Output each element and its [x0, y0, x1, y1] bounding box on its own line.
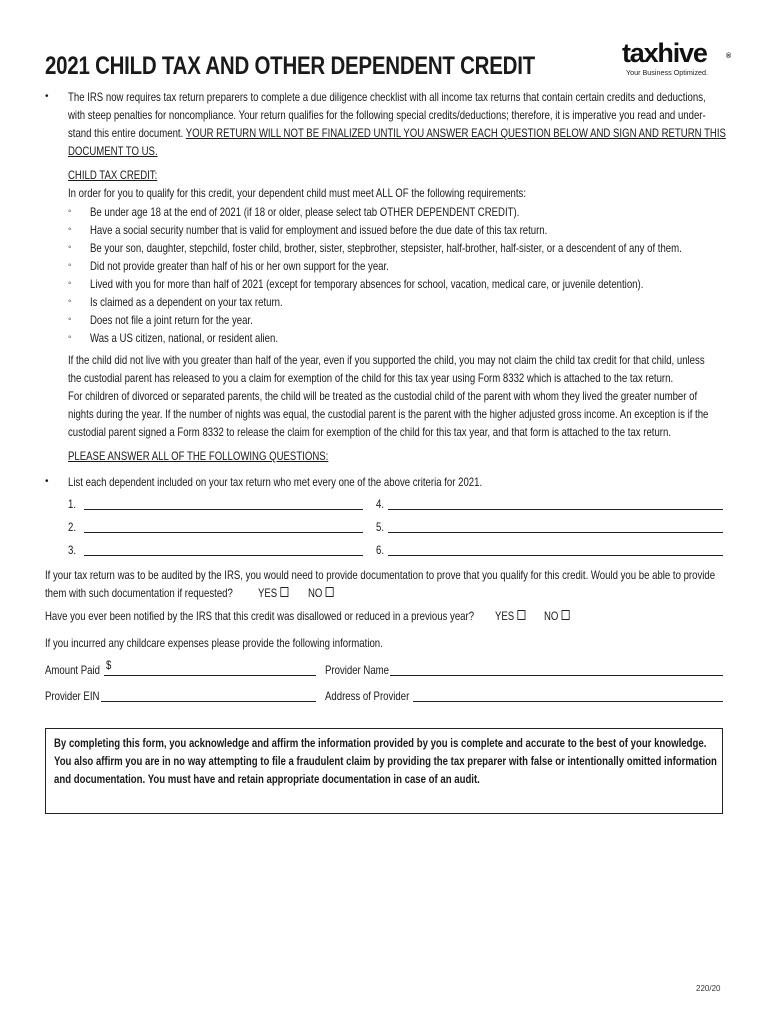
disallowed-no-checkbox[interactable] [562, 610, 570, 620]
circle-bullet: ◦ [68, 206, 72, 217]
requirement-relationship: Be your son, daughter, stepchild, foster child, brother, sister, stepbrother, stepsister, half-brother, half-sister, or a descendent of any of them. [90, 241, 682, 255]
acknowledgement-box [45, 728, 723, 814]
dependent-number-2: 2. [68, 520, 77, 534]
child-tax-credit-heading: CHILD TAX CREDIT: [68, 168, 158, 182]
provider-ein-label: Provider EIN [45, 689, 100, 703]
taxhive-logo [622, 40, 728, 77]
questions-heading: PLEASE ANSWER ALL OF THE FOLLOWING QUESTIONS: [68, 449, 329, 463]
acknowledgement-line-3: and documentation. You must have and retain appropriate documentation in case of an audit. [54, 772, 480, 786]
audit-yes-option[interactable]: YES [258, 584, 288, 602]
requirement-dependent: Is claimed as a dependent on your tax return. [90, 295, 283, 309]
dependent-field-5[interactable] [388, 532, 723, 533]
custody-para-line-2: the custodial parent has released to you a claim for exemption of the child for this tax year using Form 8332 which is attached to the tax return. [68, 371, 674, 385]
audit-no-option[interactable]: NO [308, 584, 334, 602]
acknowledgement-line-1: By completing this form, you acknowledge and affirm the information provided by you is complete and accurate to the best of your knowledge. [54, 736, 707, 750]
audit-question-line-2: them with such documentation if requested? [45, 586, 233, 600]
divorce-para-line-1: For children of divorced or separated parents, the child will be treated as the custodial child of the parent with whom they lived the greater number of [68, 389, 698, 403]
page-code: 220/20 [696, 984, 721, 993]
circle-bullet: ◦ [68, 314, 72, 325]
audit-question-line-1: If your tax return was to be audited by the IRS, you would need to provide documentation to prove that you qualify for this credit. Would you be able to provide [45, 568, 716, 582]
page-title: 2021 CHILD TAX AND OTHER DEPENDENT CREDIT [45, 52, 535, 80]
amount-paid-label: Amount Paid [45, 663, 100, 677]
dependent-number-3: 3. [68, 543, 77, 557]
requirements-lead: In order for you to qualify for this credit, your dependent child must meet ALL OF the following requirements: [68, 186, 527, 200]
requirement-citizenship: Was a US citizen, national, or resident alien. [90, 331, 279, 345]
circle-bullet: ◦ [68, 260, 72, 271]
disallowed-yes-option[interactable]: YES [495, 607, 525, 625]
divorce-para-line-2: nights during the year. If the number of nights was equal, the custodial parent is the parent with the higher adjusted gross income. An exception is if the [68, 407, 709, 421]
requirement-residency: Lived with you for more than half of 2021 (except for temporary absences for school, vacation, medical care, or juvenile detention). [90, 277, 644, 291]
dependent-field-4[interactable] [388, 509, 723, 510]
provider-ein-field[interactable] [101, 701, 316, 702]
dependent-number-6: 6. [376, 543, 385, 557]
disallowed-question: Have you ever been notified by the IRS that this credit was disallowed or reduced in a previous year? [45, 609, 475, 623]
dependent-field-3[interactable] [84, 555, 363, 556]
circle-bullet: ◦ [68, 224, 72, 235]
provider-address-label: Address of Provider [325, 689, 410, 703]
divorce-para-line-3: custodial parent signed a Form 8332 to release the claim for exemption of the child for this tax year, and that form is attached to the tax return. [68, 425, 671, 439]
requirement-ssn: Have a social security number that is valid for employment and issued before the due date of this tax return. [90, 223, 548, 237]
circle-bullet: ◦ [68, 242, 72, 253]
provider-address-field[interactable] [413, 701, 723, 702]
intro-line-3: stand this entire document. YOUR RETURN WILL NOT BE FINALIZED UNTIL YOU ANSWER EACH QUESTION BELOW AND SIGN AND RETURN THIS [68, 126, 726, 140]
intro-line-1: The IRS now requires tax return preparers to complete a due diligence checklist with all income tax returns that contain certain credits and deductions, [68, 90, 706, 104]
dependents-prompt: List each dependent included on your tax return who met every one of the above criteria for 2021. [68, 475, 483, 489]
intro-line-2: with steep penalties for noncompliance. Your return qualifies for the following special credits/deductions; therefore, it is imperative you read and under- [68, 108, 706, 122]
audit-no-checkbox[interactable] [326, 587, 334, 597]
disallowed-no-option[interactable]: NO [544, 607, 570, 625]
provider-name-field[interactable] [390, 675, 723, 676]
dependent-number-1: 1. [68, 497, 77, 511]
dependent-field-2[interactable] [84, 532, 363, 533]
bullet: • [45, 91, 49, 102]
circle-bullet: ◦ [68, 332, 72, 343]
disallowed-yes-checkbox[interactable] [517, 610, 525, 620]
finalize-warning: YOUR RETURN WILL NOT BE FINALIZED UNTIL YOU ANSWER EACH QUESTION BELOW AND SIGN AND RETURN THIS [185, 126, 726, 140]
logo-wordmark: taxhive ® [622, 38, 730, 68]
acknowledgement-line-2: You also affirm you are in no way attempting to file a fraudulent claim by providing the tax preparer with false or intentionally omitted information [54, 754, 717, 768]
requirement-joint-return: Does not file a joint return for the year. [90, 313, 253, 327]
provider-name-label: Provider Name [325, 663, 390, 677]
childcare-prompt: If you incurred any childcare expenses please provide the following information. [45, 636, 383, 650]
dollar-sign: $ [106, 658, 112, 672]
custody-para-line-1: If the child did not live with you greater than half of the year, even if you supported the child, you may not claim the child tax credit for that child, unless [68, 353, 705, 367]
dependent-field-1[interactable] [84, 509, 363, 510]
finalize-warning-end: DOCUMENT TO US. [68, 144, 158, 158]
requirement-age: Be under age 18 at the end of 2021 (if 18 or older, please select tab OTHER DEPENDENT CREDIT). [90, 205, 520, 219]
audit-yes-checkbox[interactable] [280, 587, 288, 597]
dependent-field-6[interactable] [388, 555, 723, 556]
dependent-number-4: 4. [376, 497, 385, 511]
requirement-support: Did not provide greater than half of his or her own support for the year. [90, 259, 389, 273]
logo-tagline: Your Business Optimized. [626, 68, 709, 77]
dependent-number-5: 5. [376, 520, 385, 534]
bullet: • [45, 476, 49, 487]
amount-paid-field[interactable] [104, 675, 316, 676]
circle-bullet: ◦ [68, 278, 72, 289]
circle-bullet: ◦ [68, 296, 72, 307]
